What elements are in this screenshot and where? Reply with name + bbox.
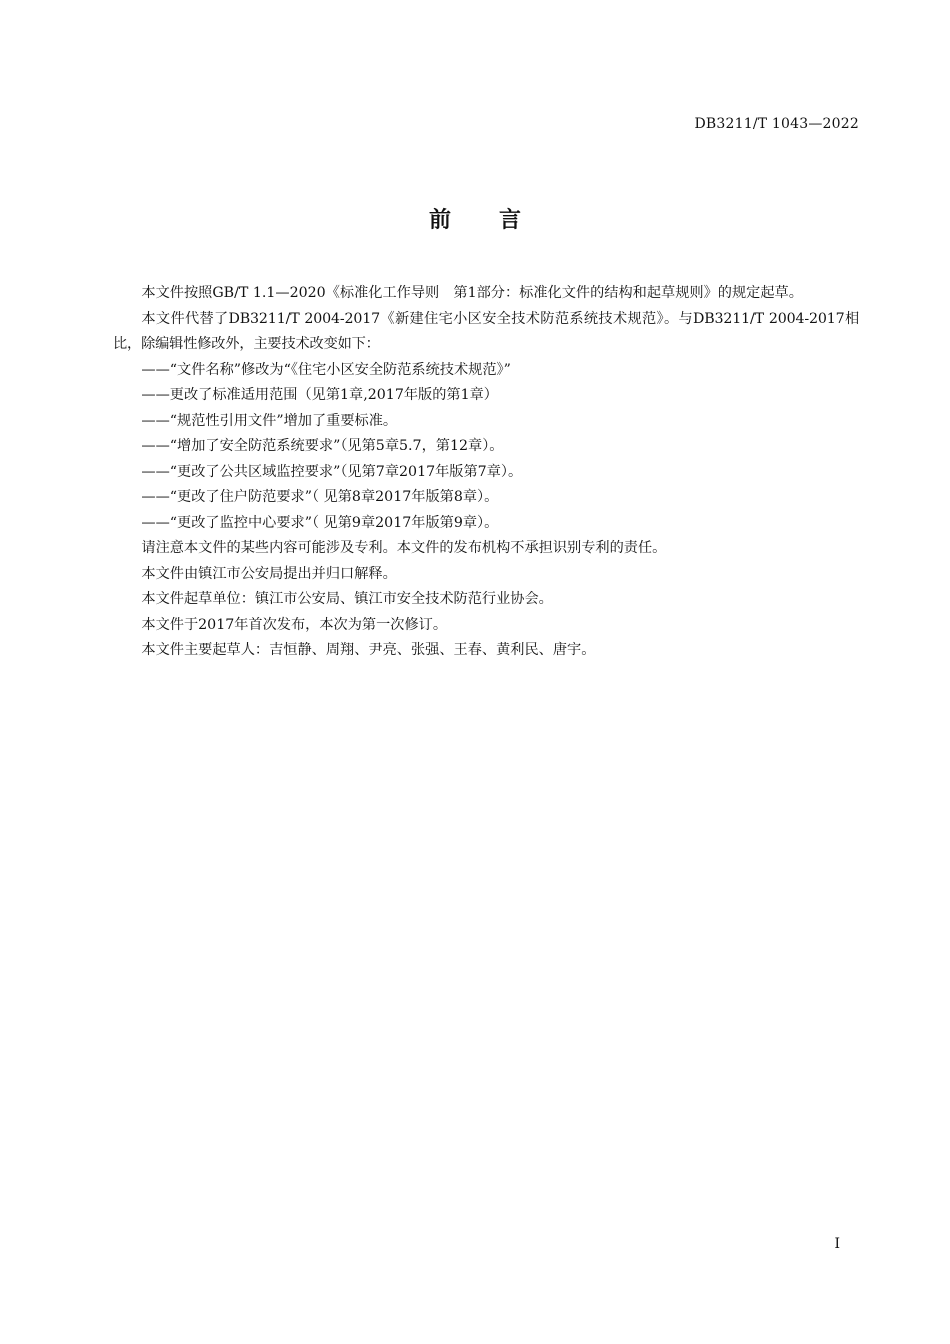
change-item: ——“更改了住户防范要求”（ 见第8章2017年版第8章）。	[141, 489, 499, 505]
page-title	[0, 203, 950, 234]
paragraph-patent-notice: 请注意本文件的某些内容可能涉及专利。本文件的发布机构不承担识别专利的责任。	[141, 540, 667, 556]
change-item: ——更改了标准适用范围（见第1章,2017年版的第1章）	[141, 387, 498, 403]
preface-body	[113, 281, 859, 664]
paragraph-replacement: 本文件代替了DB3211/T 2004-2017《新建住宅小区安全技术防范系统技术规范》。与DB3211/T 2004-2017相比，除编辑性修改外，主要技术改变如下：	[113, 310, 859, 352]
paragraph-drafting-units: 本文件起草单位：镇江市公安局、镇江市安全技术防范行业协会。	[141, 591, 553, 607]
change-item: ——“规范性引用文件”增加了重要标准。	[141, 412, 398, 429]
paragraph-proposer: 本文件由镇江市公安局提出并归口解释。	[141, 565, 397, 582]
change-item: ——“更改了监控中心要求”（ 见第9章2017年版第9章）。	[141, 514, 499, 531]
title-char-1: 前	[428, 207, 451, 233]
paragraph-drafters: 本文件主要起草人：吉恒静、周翔、尹亮、张强、王春、黄利民、唐宇。	[141, 642, 596, 658]
change-item: ——“文件名称”修改为“《住宅小区安全防范系统技术规范》”	[141, 361, 511, 378]
change-item: ——“更改了公共区域监控要求”（见第7章2017年版第7章）。	[141, 463, 523, 480]
paragraph-drafting-basis: 本文件按照GB/T 1.1—2020《标准化工作导则 第1部分：标准化文件的结构和起草规则》的规定起草。	[141, 285, 803, 301]
title-char-2: 言	[499, 207, 522, 233]
paragraph-history: 本文件于2017年首次发布，本次为第一次修订。	[141, 616, 448, 633]
page-number: I	[834, 1236, 840, 1252]
document-code: DB3211/T 1043—2022	[694, 116, 859, 132]
change-item: ——“增加了安全防范系统要求”（见第5章5.7，第12章）。	[141, 438, 504, 454]
